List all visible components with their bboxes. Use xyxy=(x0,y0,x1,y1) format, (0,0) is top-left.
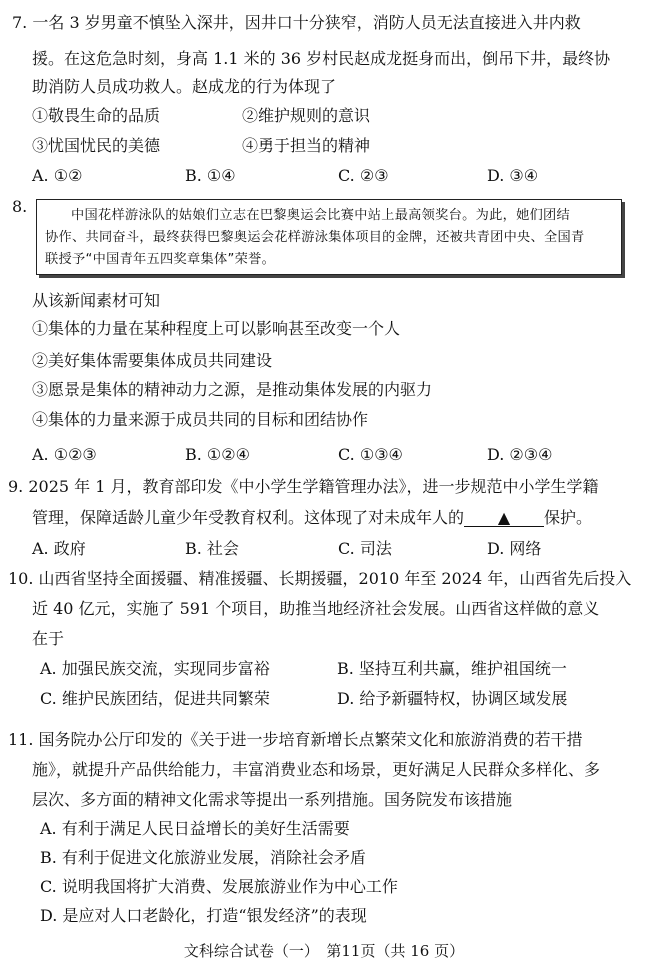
q7-option-a[interactable]: A. ①② xyxy=(32,166,83,185)
q9-stem-end: 保护。 xyxy=(544,508,593,527)
q8-stem: 从该新闻素材可知 xyxy=(32,291,161,310)
q7-item-3: ③忧国忧民的美德 xyxy=(32,136,161,155)
q7-stem-line-3: 助消防人员成功救人。赵成龙的行为体现了 xyxy=(32,77,337,96)
q11-stem-line-1: 11. 国务院办公厅印发的《关于进一步培育新增长点繁荣文化和旅游消费的若干措 xyxy=(8,730,583,749)
q10-option-a[interactable]: A. 加强民族交流，实现同步富裕 xyxy=(40,659,270,678)
q8-option-a[interactable]: A. ①②③ xyxy=(32,445,97,464)
q9-stem-text: 管理，保障适龄儿童少年受教育权利。这体现了对未成年人的 xyxy=(32,508,465,527)
q10-option-b[interactable]: B. 坚持互利共赢，维护祖国统一 xyxy=(337,659,567,678)
q9-option-b[interactable]: B. 社会 xyxy=(185,539,239,558)
q11-stem-line-2: 施》，就提升产品供给能力，丰富消费业态和场景，更好满足人民群众多样化、多 xyxy=(32,760,601,779)
q7-item-1: ①敬畏生命的品质 xyxy=(32,106,161,125)
q9-answer-blank[interactable] xyxy=(464,510,544,527)
q11-stem-line-3: 层次、多方面的精神文化需求等提出一系列措施。国务院发布该措施 xyxy=(32,790,513,809)
q10-options-row-1 xyxy=(40,659,640,679)
q10-option-c[interactable]: C. 维护民族团结，促进共同繁荣 xyxy=(40,689,270,708)
q8-item-2: ②美好集体需要集体成员共同建设 xyxy=(32,351,273,370)
q11-option-b[interactable]: B. 有利于促进文化旅游业发展，消除社会矛盾 xyxy=(40,848,366,867)
q9-stem-line-1: 9. 2025 年 1 月，教育部印发《中小学生学籍管理办法》，进一步规范中小学生学籍 xyxy=(8,477,599,496)
q8-news-material-box xyxy=(36,199,622,275)
q7-option-b[interactable]: B. ①④ xyxy=(185,166,236,185)
q10-options-row-2 xyxy=(40,689,640,709)
q11-option-d[interactable]: D. 是应对人口老龄化，打造“银发经济”的表现 xyxy=(40,906,367,925)
q7-items-row-2 xyxy=(32,136,632,156)
q8-option-d[interactable]: D. ②③④ xyxy=(487,445,553,464)
q8-options xyxy=(32,445,632,465)
q11-option-c[interactable]: C. 说明我国将扩大消费、发展旅游业作为中心工作 xyxy=(40,877,398,896)
q9-options xyxy=(32,539,632,559)
q9-option-c[interactable]: C. 司法 xyxy=(338,539,392,558)
q8-material-line-1: 中国花样游泳队的姑娘们立志在巴黎奥运会比赛中站上最高领奖台。为此，她们团结 xyxy=(71,208,571,223)
q9-option-a[interactable]: A. 政府 xyxy=(32,539,86,558)
q8-option-c[interactable]: C. ①③④ xyxy=(338,445,403,464)
triangle-icon: ▲ xyxy=(497,508,511,527)
q8-material-line-3: 联授予“中国青年五四奖章集体”荣誉。 xyxy=(45,252,276,267)
q8-item-3: ③愿景是集体的精神动力之源，是推动集体发展的内驱力 xyxy=(32,380,433,399)
q8-item-1: ①集体的力量在某种程度上可以影响甚至改变一个人 xyxy=(32,319,401,338)
q10-stem-line-1: 10. 山西省坚持全面援疆、精准援疆、长期援疆，2010 年至 2024 年，山西省先后投入 xyxy=(8,569,632,588)
q8-number: 8. xyxy=(12,197,28,216)
q7-options xyxy=(32,166,632,186)
q9-stem-line-2 xyxy=(32,508,592,528)
q8-option-b[interactable]: B. ①②④ xyxy=(185,445,250,464)
q10-option-d[interactable]: D. 给予新疆特权，协调区域发展 xyxy=(337,689,568,708)
q8-item-4: ④集体的力量来源于成员共同的目标和团结协作 xyxy=(32,410,369,429)
q7-option-d[interactable]: D. ③④ xyxy=(487,166,539,185)
page-footer: 文科综合试卷（一） 第11页（共 16 页） xyxy=(183,942,465,960)
q8-material-line-2: 协作、共同奋斗，最终获得巴黎奥运会花样游泳集体项目的金牌，还被共青团中央、全国青 xyxy=(45,230,585,245)
q7-items-row-1 xyxy=(32,106,632,126)
q7-item-2: ②维护规则的意识 xyxy=(242,106,371,125)
q7-stem-line-2: 援。在这危急时刻，身高 1.1 米的 36 岁村民赵成龙挺身而出，倒吊下井，最终协 xyxy=(32,49,611,68)
q10-stem-line-2: 近 40 亿元，实施了 591 个项目，助推当地经济社会发展。山西省这样做的意义 xyxy=(32,599,600,618)
q7-stem-line-1: 7. 一名 3 岁男童不慎坠入深井，因井口十分狭窄，消防人员无法直接进入井内救 xyxy=(12,13,581,32)
q11-option-a[interactable]: A. 有利于满足人民日益增长的美好生活需要 xyxy=(40,819,350,838)
q7-option-c[interactable]: C. ②③ xyxy=(338,166,389,185)
q9-option-d[interactable]: D. 网络 xyxy=(487,539,542,558)
q10-stem-line-3: 在于 xyxy=(32,629,65,648)
q7-item-4: ④勇于担当的精神 xyxy=(242,136,371,155)
